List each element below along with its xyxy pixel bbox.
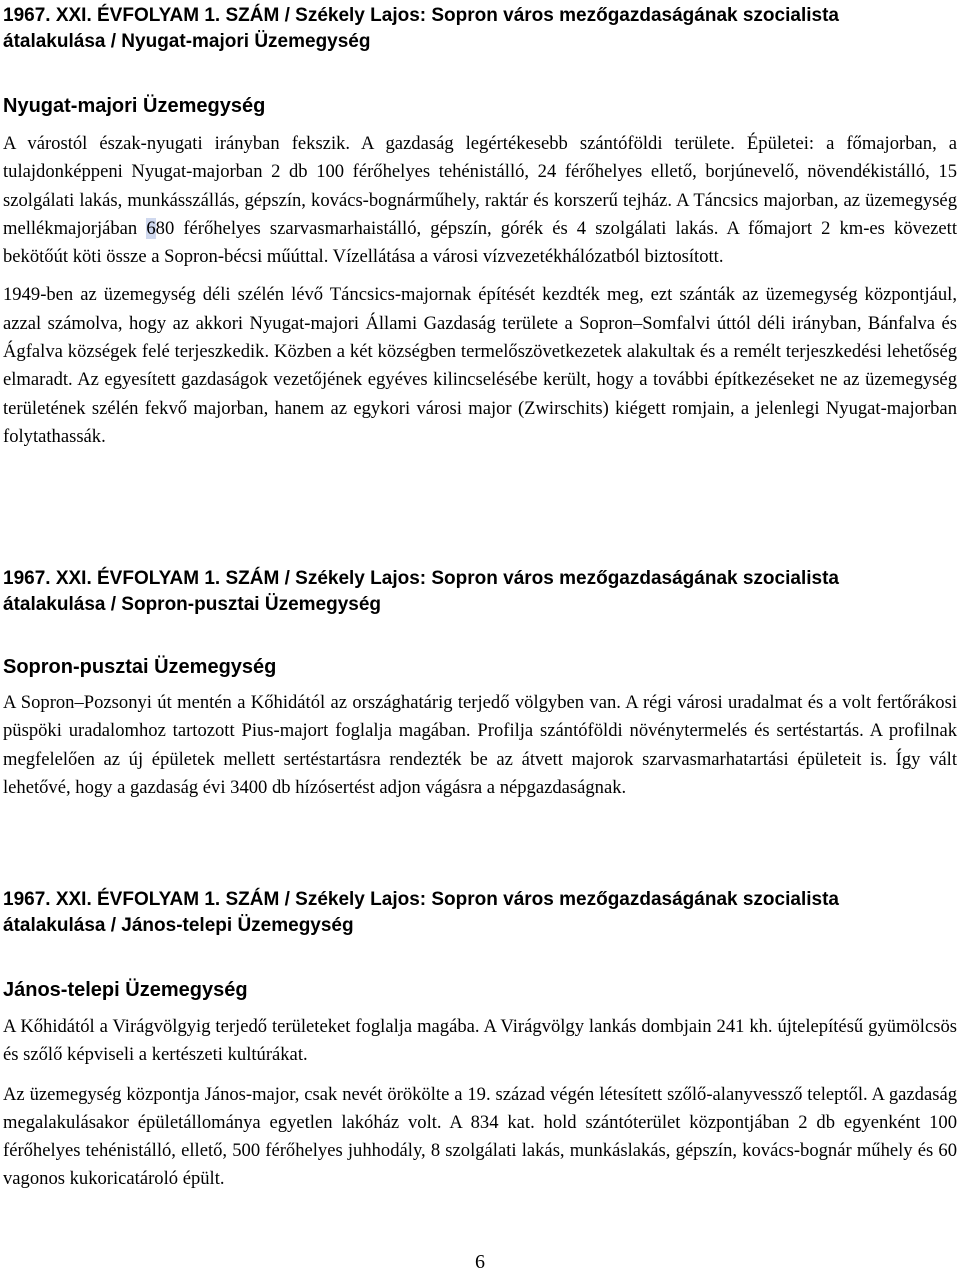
article-header xyxy=(3,887,957,939)
paragraph-text-part: 80 férőhelyes szarvasmarhaistálló, gépszín, górék és 4 szolgálati lakás. A főmajort 2 km-es kövezett bekötőút köti össze a Sopron-bécsi műúttal. Vízellátása a városi vízvezetékhálózatból biztosított. xyxy=(3,217,957,268)
article-header-line-2: átalakulása / János-telepi Üzemegység xyxy=(3,915,354,936)
article-header-line-2: átalakulása / Nyugat-majori Üzemegység xyxy=(3,31,371,52)
article-header-line-2: átalakulása / Sopron-pusztai Üzemegység xyxy=(3,594,382,615)
article-header-line-1: 1967. XXI. ÉVFOLYAM 1. SZÁM / Székely Lajos: Sopron város mezőgazdaságának szocialista xyxy=(3,568,839,589)
section-title: János-telepi Üzemegység xyxy=(3,979,248,1001)
article-header xyxy=(3,3,957,55)
article-header-line-1: 1967. XXI. ÉVFOLYAM 1. SZÁM / Székely Lajos: Sopron város mezőgazdaságának szocialista xyxy=(3,5,839,26)
paragraph: A Sopron–Pozsonyi út mentén a Kőhidától az országhatárig terjedő völgyben van. A régi városi uradalmat és a volt fertőrákosi püspöki uradalomhoz tartozott Pius-majort foglalja magában. Profilja szántóföldi növénytermelés és sertéstartás. A profilnak megfelelően az új épületek mellett sertéstartásra rendezték be az átvett majorok szarvasmarhatartási épületeit is. Így vált lehetővé, hogy a gazdaság évi 3400 db hízósertést adjon vágásra a népgazdaságnak. xyxy=(3,692,957,798)
section-nyugat-majori xyxy=(3,3,957,451)
section-janos-telepi xyxy=(3,887,957,1194)
highlighted-text: 6 xyxy=(146,217,156,239)
page-number: 6 xyxy=(475,1251,485,1273)
paragraph: A Kőhidától a Virágvölgyig terjedő területeket foglalja magába. A Virágvölgy lankás dombjain 241 kh. újtelepítésű gyümölcsös és szőlő képviseli a kertészeti kultúrákat. xyxy=(3,1016,957,1066)
article-header-line-1: 1967. XXI. ÉVFOLYAM 1. SZÁM / Székely Lajos: Sopron város mezőgazdaságának szocialista xyxy=(3,889,839,910)
section-title: Sopron-pusztai Üzemegység xyxy=(3,656,277,678)
paragraph-text-part: A várostól észak-nyugati irányban fekszik. A gazdaság legértékesebb szántóföldi területe. Épületei: a főmajorban, a tulajdonképpeni Nyugat-majorban 2 db 100 férőhelyes tehénistálló, 24 férőhelyes ellető, borjúnevelő, növendékistálló, 15 szolgálati lakás, munkásszállás, gépszín, kovács-bognárműhely, raktár és korszerű tejház. A Táncsics majorban, az üzemegység mellékmajorjában xyxy=(3,133,957,239)
section-sopron-pusztai xyxy=(3,566,957,802)
article-header xyxy=(3,566,957,618)
section-title: Nyugat-majori Üzemegység xyxy=(3,95,266,117)
paragraph: 1949-ben az üzemegység déli szélén lévő Táncsics-majornak építését kezdték meg, ezt szánták az üzemegység központjául, azzal számolva, hogy az akkori Nyugat-majori Állami Gazdaság területe a Sopron–Somfalvi úttól déli irányban, Bánfalva és Ágfalva községek felé terjeszkedik. Közben a két községben termelőszövetkezetek alakultak és a remélt terjeszkedési lehetőség elmaradt. Az egyesített gazdaságok vezetőjének egyéves kilincselésébe került, hogy a további építkezéseket ne az üzemegység területének szélén fekvő majorban, hanem az egykori városi major (Zwirschits) kiégett romjain, a jelenlegi Nyugat-majorban folytathassák. xyxy=(3,284,957,447)
paragraph: Az üzemegység központja János-major, csak nevét örökölte a 19. század végén létesített szőlő-alanyvessző teleptől. A gazdaság megalakulásakor épületállománya egyetlen lakóház volt. A 834 kat. hold szántóterület központjában 2 db egyenként 100 férőhelyes tehénistálló, ellető, 500 férőhelyes juhhodály, 8 szolgálati lakás, munkáslakás, gépszín, kovács-bognár műhely és 60 vagonos kukoricatároló épült. xyxy=(3,1083,957,1190)
paragraph xyxy=(3,130,957,271)
